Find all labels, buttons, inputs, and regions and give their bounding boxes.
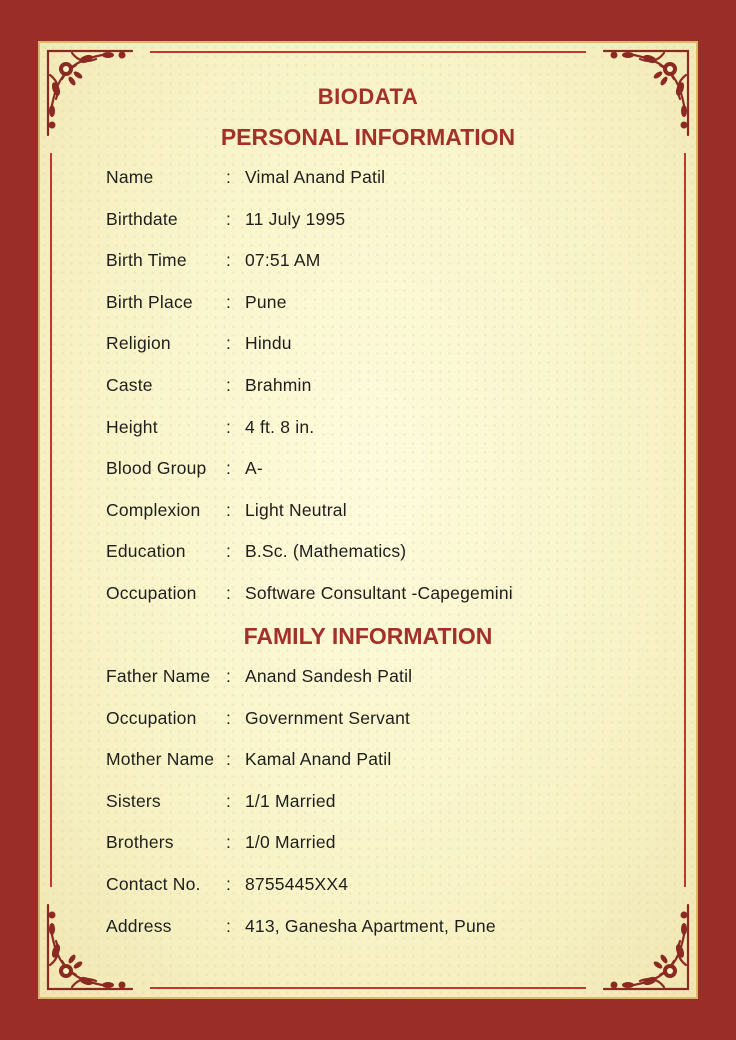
info-row-education [106,541,676,583]
row-value: 11 July 1995 [245,208,346,229]
row-value: Software Consultant -Capegemini [245,582,513,603]
info-row-caste [106,375,676,417]
row-separator: : [226,749,232,770]
family-info-list [106,666,676,957]
row-label: Caste [106,374,153,395]
biodata-page [38,41,698,999]
row-value: 1/0 Married [245,832,336,853]
row-separator: : [226,832,232,853]
info-row-birth-time [106,250,676,292]
info-row-father-name [106,666,676,708]
row-label: Occupation [106,582,197,603]
personal-info-heading: PERSONAL INFORMATION [220,124,516,150]
bottom-border-line [150,987,586,989]
info-row-height [106,417,676,459]
row-value: Vimal Anand Patil [245,167,386,187]
row-label: Occupation [106,707,197,728]
row-separator: : [226,541,232,562]
row-label: Complexion [106,499,201,520]
row-separator: : [226,167,232,187]
row-separator: : [226,291,232,312]
row-value: B.Sc. (Mathematics) [245,541,407,562]
row-label: Contact No. [106,873,201,894]
row-label: Birthdate [106,208,178,229]
row-separator: : [226,582,232,603]
row-separator: : [226,250,232,271]
row-label: Blood Group [106,458,207,479]
left-border-line [50,153,52,887]
row-separator: : [226,458,232,479]
info-row-brothers [106,832,676,874]
row-value: 413, Ganesha Apartment, Pune [245,915,496,936]
row-value: Kamal Anand Patil [245,749,392,770]
row-label: Birth Place [106,291,193,312]
row-label: Height [106,416,158,437]
row-value: 8755445XX4 [245,873,349,894]
row-value: 07:51 AM [245,250,321,271]
row-value: Government Servant [245,707,411,728]
row-separator: : [226,208,232,229]
row-value: Hindu [245,333,292,354]
row-value: A- [245,458,263,479]
row-label: Education [106,541,186,562]
row-label: Mother Name [106,749,215,770]
info-row-address [106,916,676,958]
row-separator: : [226,666,232,686]
personal-info-list [106,167,676,625]
row-value: 1/1 Married [245,790,336,811]
row-separator: : [226,915,232,936]
row-value: Brahmin [245,374,312,395]
info-row-complexion [106,500,676,542]
row-label: Address [106,915,172,936]
family-info-heading: FAMILY INFORMATION [243,623,493,649]
info-row-name [106,167,676,209]
row-value: Anand Sandesh Patil [245,666,413,686]
info-row-contact [106,874,676,916]
info-row-birthdate [106,209,676,251]
row-label: Name [106,167,154,187]
info-row-religion [106,333,676,375]
info-row-birth-place [106,292,676,334]
row-label: Birth Time [106,250,187,271]
info-row-blood-group [106,458,676,500]
row-label: Father Name [106,666,211,686]
info-row-sisters [106,791,676,833]
row-label: Sisters [106,790,161,811]
right-border-line [684,153,686,887]
info-row-mother-name [106,749,676,791]
row-separator: : [226,873,232,894]
row-separator: : [226,790,232,811]
row-label: Religion [106,333,171,354]
row-separator: : [226,416,232,437]
row-value: Light Neutral [245,499,347,520]
row-separator: : [226,499,232,520]
row-separator: : [226,707,232,728]
row-label: Brothers [106,832,174,853]
document-title: BIODATA [317,84,419,109]
info-row-father-occupation [106,708,676,750]
top-border-line [150,51,586,53]
row-value: Pune [245,291,287,312]
row-separator: : [226,333,232,354]
row-separator: : [226,374,232,395]
row-value: 4 ft. 8 in. [245,416,315,437]
info-row-occupation [106,583,676,625]
